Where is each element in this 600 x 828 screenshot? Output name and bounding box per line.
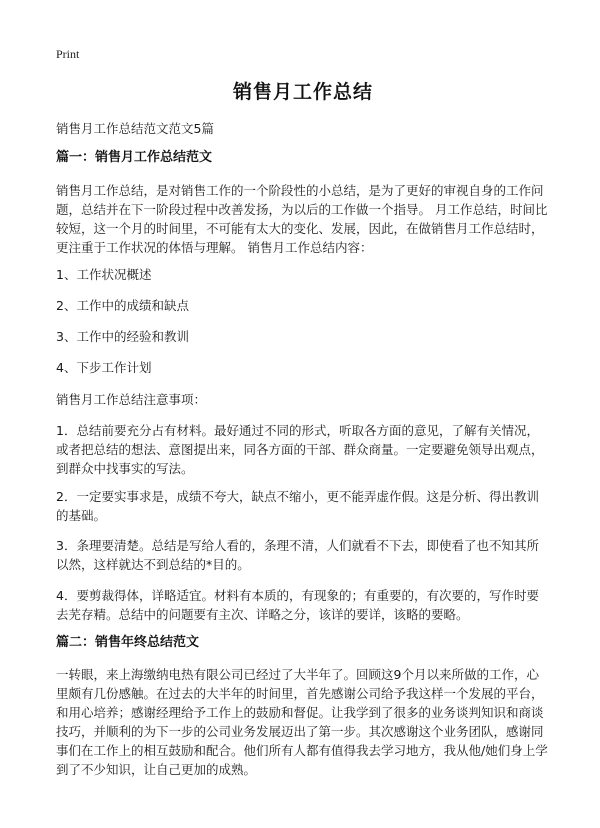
page-title: 销售月工作总结 xyxy=(232,81,373,103)
section1-note-3: 3．条理要清楚。总结是写给人看的，条理不清，人们就看不下去，即使看了也不知其所以然，这样就达不到总结的*目的。 xyxy=(56,538,539,572)
print-label: Print xyxy=(56,47,80,61)
section2-paragraph: 一转眼，来上海缴纳电热有限公司已经过了大半年了。回顾这9个月以来所做的工作，心里颇有几份感触。在过去的大半年的时间里，首先感谢公司给予我这样一个发展的平台，和用心培养；感谢经理给予工作上的鼓励和督促。让我学到了很多的业务谈判知识和商谈技巧，并顺利的为下一步的公司业务发展迈出了第一步。其次感谢这个业务团队，感谢同事们在工作上的相互鼓励和配合。他们所有人都有值得我去学习地方，我从他/她们身上学到了不少知识，让自己更加的成熟。 xyxy=(56,667,548,777)
section1-item-2: 2、工作中的成绩和缺点 xyxy=(56,298,189,313)
section1-note-4: 4．要剪裁得体，详略适宜。材料有本质的，有现象的；有重要的，有次要的，写作时要去芜存精。总结中的问题要有主次、详略之分，该详的要详，该略的要略。 xyxy=(56,588,539,622)
section1-note-2: 2．一定要实事求是，成绩不夸大，缺点不缩小，更不能弄虚作假。这是分析、得出教训的基础。 xyxy=(56,489,539,523)
section2-heading: 篇二：销售年终总结范文 xyxy=(56,635,200,650)
section1-heading: 篇一：销售月工作总结范文 xyxy=(56,150,213,165)
document-subtitle: 销售月工作总结范文范文5篇 xyxy=(56,121,214,136)
section1-item-4: 4、下步工作计划 xyxy=(56,360,152,375)
section1-intro: 销售月工作总结，是对销售工作的一个阶段性的小总结，是为了更好的审视自身的工作问题，总结并在下一阶段过程中改善发扬，为以后的工作做一个指导。 月工作总结，时间比较短，这一个月的时间里，不可能有太大的变化、发展，因此，在做销售月工作总结时，更注重于工作状况的体悟与理解。 销售月工作总结内容： xyxy=(56,183,548,255)
section1-notes-title: 销售月工作总结注意事项： xyxy=(56,392,207,407)
document-page xyxy=(56,0,550,828)
section1-note-1: 1．总结前要充分占有材料。最好通过不同的形式，听取各方面的意见，了解有关情况，或者把总结的想法、意图提出来，同各方面的干部、群众商量。一定要避免领导出观点，到群众中找事实的写法。 xyxy=(56,423,544,476)
section1-item-3: 3、工作中的经验和教训 xyxy=(56,329,189,344)
section1-item-1: 1、工作状况概述 xyxy=(56,267,152,282)
